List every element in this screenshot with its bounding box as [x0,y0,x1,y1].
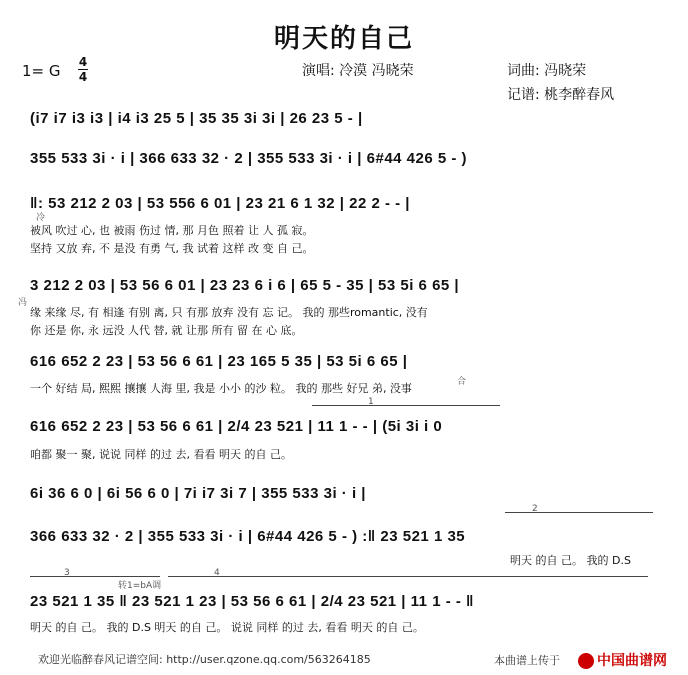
site-logo-icon [578,653,594,669]
transcriber-credit: 记谱: 桃李醉春风 [507,87,615,103]
volta-4-label: 4 [214,568,220,578]
score-row-5: 616 652 2 23 | 53 56 6 61 | 23 165 5 35 | 53 5i 6 65 | [30,353,408,370]
time-signature-top: 4 [78,55,88,69]
lyrics-row-4-verse-1: 缘 来缘 尽, 有 相逢 有别 离, 只 有那 放弃 没有 忘 记。 我的 那些romantic, 没有 [30,306,428,319]
lyrics-row-3-verse-2: 坚持 又放 弃, 不 是没 有勇 气, 我 试着 这样 改 变 自 己。 [30,242,314,255]
time-signature-bottom: 4 [78,70,88,84]
score-row-6: 616 652 2 23 | 53 56 6 61 | 2/4 23 521 | 11 1 - - | (5i 3i i 0 [30,418,443,435]
key-signature: 1= G [22,62,61,80]
volta-bracket-2 [505,512,653,513]
song-title: 明天的自己 [273,24,414,54]
lyrics-row-4-verse-2: 你 还是 你, 永 远没 人代 替, 就 让那 所有 留 在 心 底。 [30,324,303,337]
lyrics-row-8: 明天 的自 己。 我的 D.S [510,554,631,567]
composer-credit: 词曲: 冯晓荣 [507,63,587,79]
score-row-1: (i7 i7 i3 i3 | i4 i3 25 5 | 35 35 3i 3i | 26 23 5 - | [30,110,363,127]
volta-3-label: 3 [64,568,70,578]
score-row-4: 3 212 2 03 | 53 56 6 01 | 23 23 6 i 6 | 65 5 - 35 | 53 5i 6 65 | [30,277,460,294]
footer-text: 欢迎光临醉春风记谱空间: http://user.qzone.qq.com/563264185 [38,653,371,666]
lyrics-row-3-verse-1: 被风 吹过 心, 也 被雨 伤过 情, 那 月色 照着 让 人 孤 寂。 [30,224,314,237]
volta-1-label: 1 [368,397,374,407]
singer-mark-feng: 冯 [18,298,28,308]
lyrics-row-9: 明天 的自 己。 我的 D.S 明天 的自 己。 说说 同样 的过 去, 看看 明天 的自 己。 [30,621,424,634]
score-row-2: 355 533 3i · i | 366 633 32 · 2 | 355 533 3i · i | 6#44 426 5 - ) [30,150,468,167]
singer-mark-he-1: 合 [457,377,467,387]
volta-2-label: 2 [532,504,538,514]
score-row-3: ‖: 53 212 2 03 | 53 556 6 01 | 23 21 6 1 32 | 22 2 - - | [30,195,410,212]
score-row-7: 6i 36 6 0 | 6i 56 6 0 | 7i i7 3i 7 | 355 533 3i · i | [30,485,366,502]
site-logo [578,650,667,670]
key-change-note: 转1=bA调 [118,581,162,591]
score-row-8: 366 633 32 · 2 | 355 533 3i · i | 6#44 426 5 - ) :‖ 23 521 1 35 [30,528,466,545]
score-row-9: 23 521 1 35 ‖ 23 521 1 23 | 53 56 6 61 | 2/4 23 521 | 11 1 - - ‖ [30,593,474,610]
volta-bracket-1 [312,405,500,406]
volta-bracket-4 [168,576,648,577]
lyrics-row-5: 一个 好结 局, 熙熙 攘攘 人海 里, 我是 小小 的沙 粒。 我的 那些 好兄 弟, 没事 [30,382,412,395]
volta-bracket-3 [30,576,160,577]
singers-credit: 演唱: 冷漠 冯晓荣 [302,63,414,79]
upload-note: 本曲谱上传于 [494,654,560,667]
singer-mark-leng: 冷 [36,213,46,223]
lyrics-row-6: 咱都 聚一 聚, 说说 同样 的过 去, 看看 明天 的自 己。 [30,448,292,461]
time-signature [78,56,88,83]
site-brand: 中国曲谱网 [597,653,667,669]
